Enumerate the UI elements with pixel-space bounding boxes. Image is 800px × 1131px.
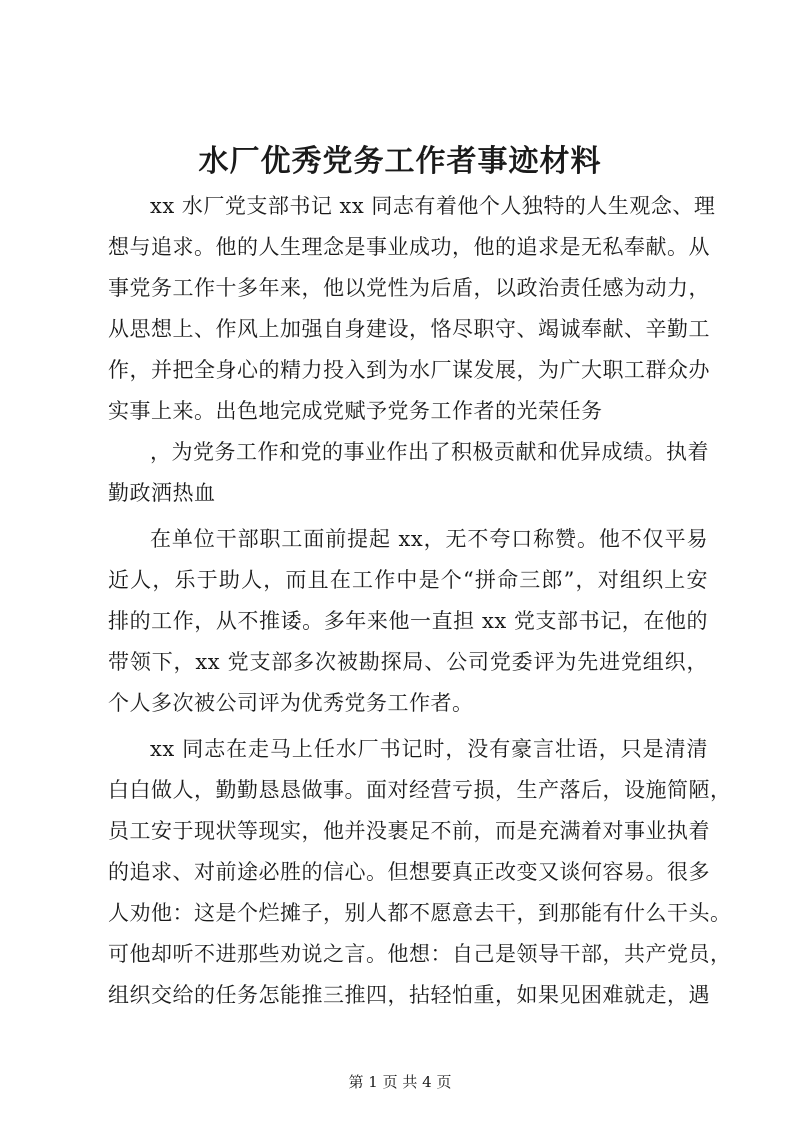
text-line: xx 水厂党支部书记 xx 同志有着他个人独特的人生观念、理: [150, 194, 716, 218]
document-title: 水厂优秀党务工作者事迹材料: [198, 144, 602, 179]
text-line: 的追求、对前途必胜的信心。但想要真正改变又谈何容易。很多: [108, 860, 710, 884]
text-line: ，为党务工作和党的事业作出了积极贡献和优异成绩。执着: [150, 440, 709, 464]
text-line: 实事上来。出色地完成党赋予党务工作者的光荣任务: [108, 399, 603, 423]
text-line: 想与追求。他的人生理念是事业成功，他的追求是无私奉献。从: [108, 235, 710, 259]
text-line: 排的工作，从不推诿。多年来他一直担 xx 党支部书记，在他的: [108, 609, 708, 633]
text-line: 个人多次被公司评为优秀党务工作者。: [108, 691, 474, 715]
text-line: 从思想上、作风上加强自身建设，恪尽职守、竭诚奉献、辛勤工: [108, 317, 710, 341]
document-body: [108, 186, 732, 1016]
text-line: 员工安于现状等现实，他并没裹足不前，而是充满着对事业执着: [108, 819, 710, 843]
text-line: 可他却听不进那些劝说之言。他想：自己是领导干部，共产党员，: [108, 942, 732, 966]
text-line: 带领下，xx 党支部多次被勘探局、公司党委评为先进党组织，: [108, 650, 708, 674]
text-line: 近人，乐于助人，而且在工作中是个“拼命三郎”，对组织上安: [108, 568, 708, 592]
text-line: 人劝他：这是个烂摊子，别人都不愿意去干，到那能有什么干头。: [108, 901, 732, 925]
text-line: 事党务工作十多年来，他以党性为后盾，以政治责任感为动力，: [108, 276, 710, 300]
text-line: 作，并把全身心的精力投入到为水厂谋发展，为广大职工群众办: [108, 358, 710, 382]
text-line: 白白做人，勤勤恳恳做事。面对经营亏损，生产落后，设施简陋，: [108, 778, 732, 802]
page-number: 第 1 页 共 4 页: [348, 1073, 452, 1091]
text-line: 组织交给的任务怎能推三推四，拈轻怕重，如果见困难就走，遇: [108, 983, 710, 1007]
text-line: 勤政洒热血: [108, 481, 216, 505]
text-line: 在单位干部职工面前提起 xx，无不夸口称赞。他不仅平易: [150, 527, 708, 551]
text-line: xx 同志在走马上任水厂书记时，没有豪言壮语，只是清清: [150, 737, 708, 761]
